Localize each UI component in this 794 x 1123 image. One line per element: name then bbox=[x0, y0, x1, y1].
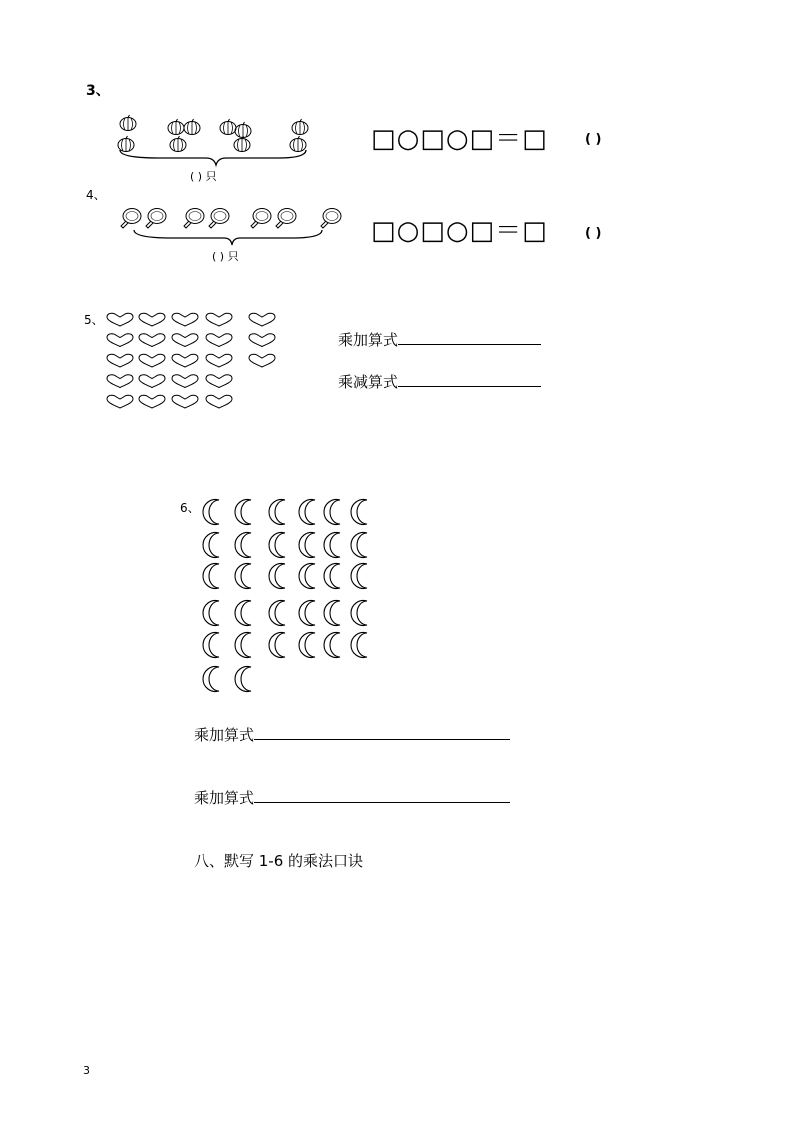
question-6-multiply-add-row-2 bbox=[194, 787, 510, 808]
crescent-moon-icon bbox=[351, 564, 367, 589]
question-6-number: 6、 bbox=[180, 501, 200, 515]
question-3-number: 3、 bbox=[86, 83, 110, 99]
crescent-moon-icon bbox=[351, 601, 367, 626]
question-6-multiply-add-answer-line-1[interactable] bbox=[254, 725, 510, 740]
question-4-brace-label: ( ) 只 bbox=[212, 250, 239, 263]
question-5-multiply-add-label: 乘加算式 bbox=[338, 331, 399, 349]
crescent-moon-icon bbox=[324, 564, 340, 589]
crescent-moon-icon bbox=[324, 601, 340, 626]
question-5-multiply-subtract-label: 乘减算式 bbox=[338, 373, 399, 391]
crescent-moon-icon bbox=[299, 601, 315, 626]
crescent-moon-icon bbox=[203, 500, 219, 525]
section-8-title: 八、默写 1-6 的乘法口诀 bbox=[194, 852, 364, 870]
crescent-moon-icon bbox=[235, 667, 251, 692]
question-3-brace-label: ( ) 只 bbox=[190, 170, 217, 183]
crescent-moon-icon bbox=[299, 533, 315, 558]
crescent-moon-icon bbox=[269, 564, 285, 589]
crescent-moon-icon bbox=[269, 500, 285, 525]
crescent-moon-icon bbox=[269, 633, 285, 658]
crescent-moon-icon bbox=[269, 533, 285, 558]
crescent-moon-icon bbox=[299, 633, 315, 658]
crescent-moon-icon bbox=[351, 533, 367, 558]
crescent-moon-icon bbox=[324, 500, 340, 525]
question-4-equation[interactable]: □○□○□＝□ bbox=[371, 216, 548, 246]
question-5-number: 5、 bbox=[84, 313, 104, 327]
crescent-moon-icon bbox=[203, 601, 219, 626]
crescent-moon-icon bbox=[203, 633, 219, 658]
crescent-moon-icon bbox=[351, 500, 367, 525]
question-6-multiply-add-row-1 bbox=[194, 724, 510, 745]
crescent-moon-icon bbox=[235, 564, 251, 589]
question-4-number: 4、 bbox=[86, 188, 106, 202]
question-3-answer-paren[interactable]: ( ) bbox=[585, 132, 602, 147]
crescent-moon-icon bbox=[351, 633, 367, 658]
question-4-answer-paren[interactable]: ( ) bbox=[585, 226, 602, 241]
crescent-moon-icon bbox=[324, 633, 340, 658]
crescent-moon-icon bbox=[203, 533, 219, 558]
crescent-moon-icon bbox=[235, 633, 251, 658]
crescent-moon-icon bbox=[203, 667, 219, 692]
question-3-equation[interactable]: □○□○□＝□ bbox=[371, 124, 548, 154]
crescent-moon-icon bbox=[299, 564, 315, 589]
crescent-moon-icon bbox=[299, 500, 315, 525]
page-number: 3 bbox=[83, 1064, 90, 1077]
question-6-multiply-add-label-2: 乘加算式 bbox=[194, 789, 255, 807]
crescent-moon-icon bbox=[235, 601, 251, 626]
crescent-moon-icon bbox=[269, 601, 285, 626]
crescent-moon-icon bbox=[203, 564, 219, 589]
question-6-multiply-add-label-1: 乘加算式 bbox=[194, 726, 255, 744]
crescent-moon-icon bbox=[235, 500, 251, 525]
question-6-multiply-add-answer-line-2[interactable] bbox=[254, 788, 510, 803]
crescent-moon-icon bbox=[235, 533, 251, 558]
crescent-moon-icon bbox=[324, 533, 340, 558]
